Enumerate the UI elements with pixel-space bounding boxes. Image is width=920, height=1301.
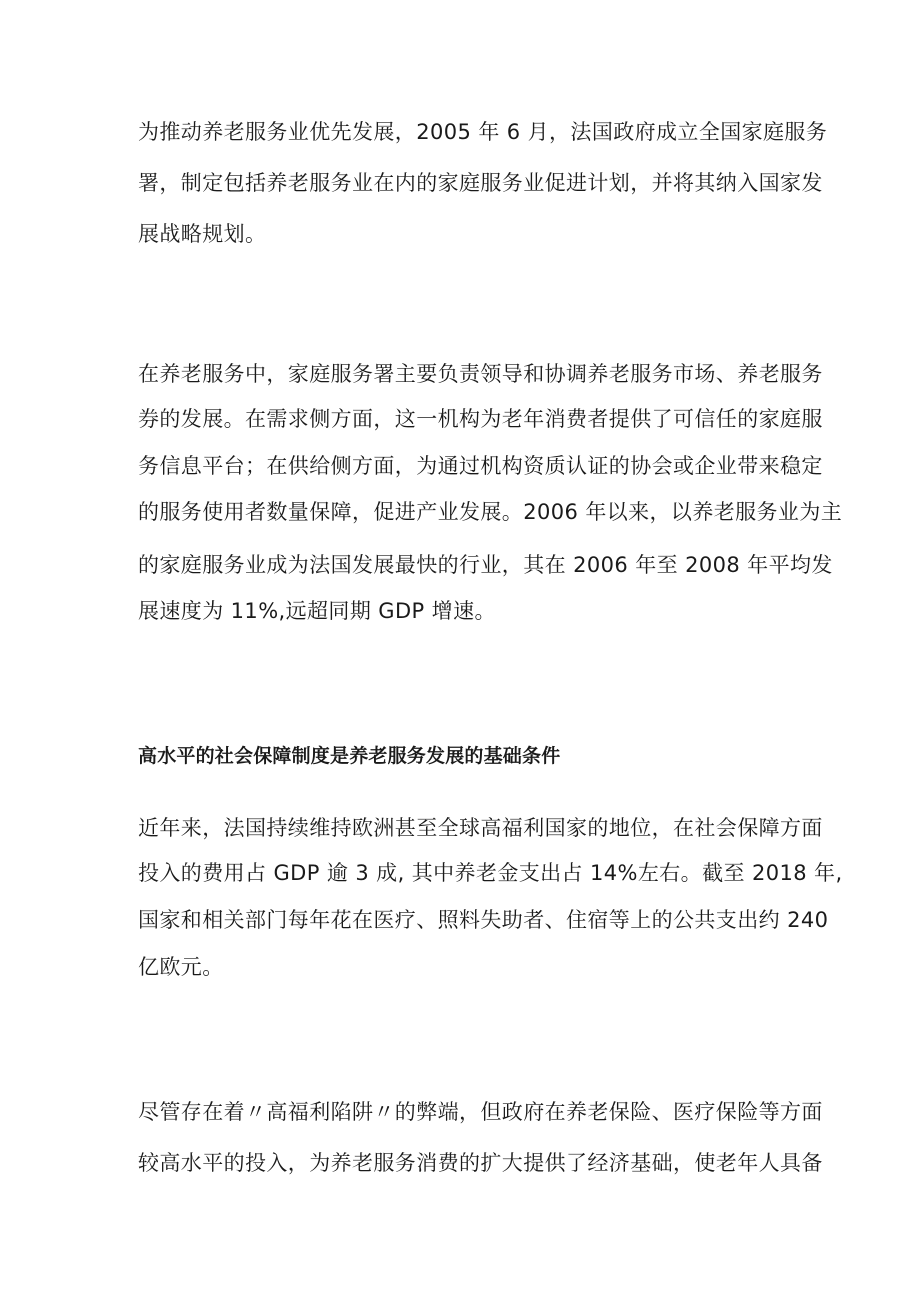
paragraph-1-line-3: 展战略规划。 (138, 222, 267, 246)
paragraph-2-line-2: 券的发展。在需求侧方面，这一机构为老年消费者提供了可信任的家庭服 (138, 407, 823, 431)
paragraph-4-line-2: 较高水平的投入，为养老服务消费的扩大提供了经济基础，使老年人具备 (138, 1151, 823, 1175)
paragraph-2-line-1: 在养老服务中，家庭服务署主要负责领导和协调养老服务市场、养老服务 (138, 362, 823, 386)
paragraph-1-line-1: 为推动养老服务业优先发展，2005 年 6 月，法国政府成立全国家庭服务 (138, 120, 828, 144)
paragraph-3-line-2: 投入的费用占 GDP 逾 3 成, 其中养老金支出占 14%左右。截至 2018 年, (138, 861, 843, 885)
paragraph-3-line-4: 亿欧元。 (138, 955, 224, 979)
paragraph-2-line-3: 务信息平台；在供给侧方面，为通过机构资质认证的协会或企业带来稳定 (138, 454, 823, 478)
section-heading: 高水平的社会保障制度是养老服务发展的基础条件 (138, 745, 561, 767)
paragraph-3-line-1: 近年来，法国持续维持欧洲甚至全球高福利国家的地位，在社会保障方面 (138, 816, 823, 840)
paragraph-1-line-2: 署，制定包括养老服务业在内的家庭服务业促进计划，并将其纳入国家发 (138, 171, 823, 195)
paragraph-2-line-5: 的家庭服务业成为法国发展最快的行业，其在 2006 年至 2008 年平均发 (138, 553, 833, 577)
paragraph-4-line-1: 尽管存在着〃高福利陷阱〃的弊端，但政府在养老保险、医疗保险等方面 (138, 1100, 823, 1124)
paragraph-2-line-4: 的服务使用者数量保障，促进产业发展。2006 年以来，以养老服务业为主 (138, 500, 843, 524)
paragraph-2-line-6: 展速度为 11%,远超同期 GDP 增速。 (138, 599, 496, 623)
paragraph-3-line-3: 国家和相关部门每年花在医疗、照料失助者、住宿等上的公共支出约 240 (138, 908, 829, 932)
